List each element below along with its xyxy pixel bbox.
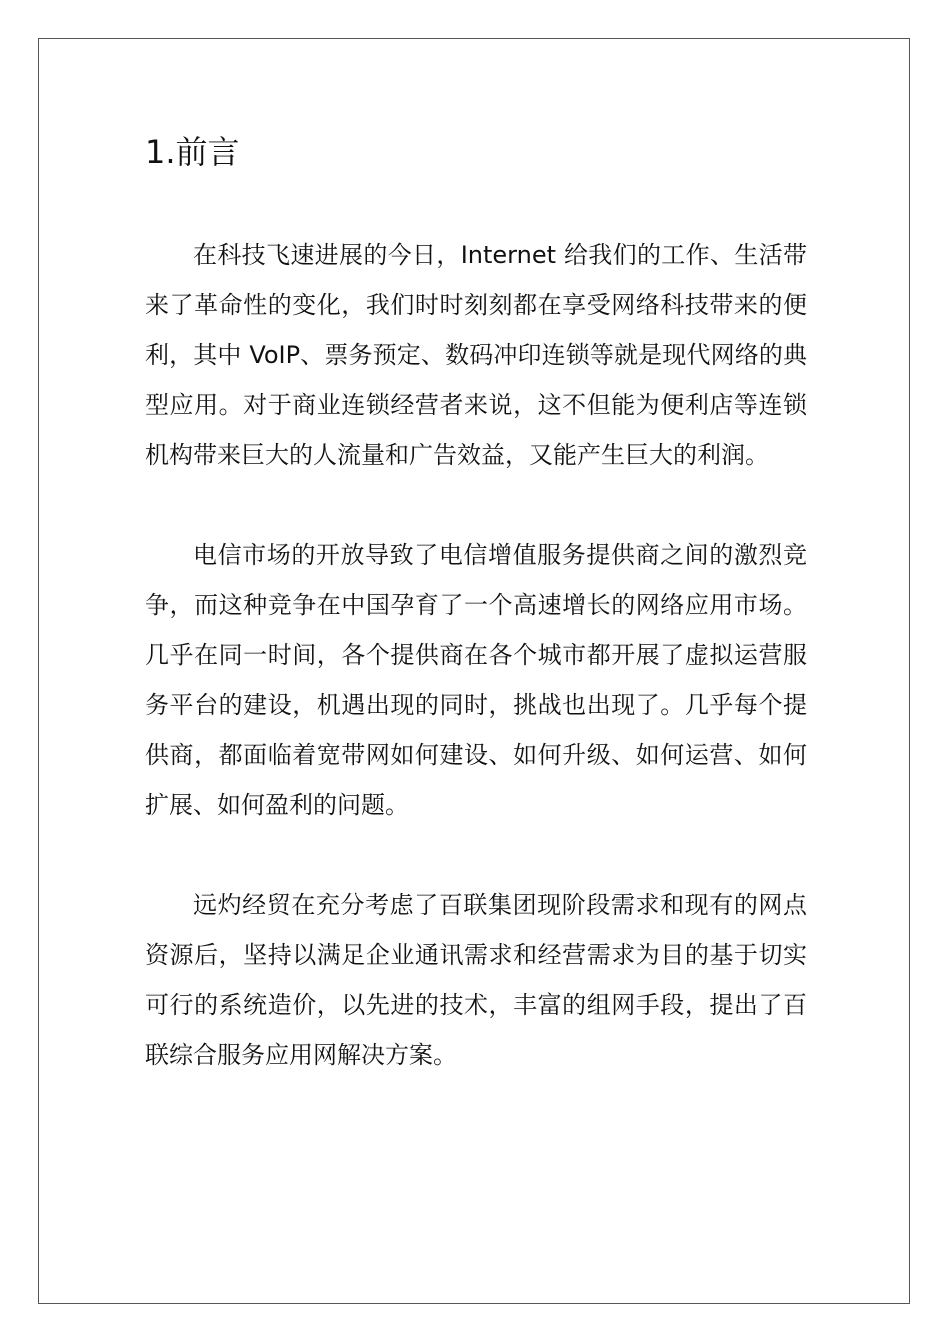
document-body — [145, 128, 807, 1130]
paragraph-market: 电信市场的开放导致了电信增值服务提供商之间的激烈竞争，而这种竞争在中国孕育了一个高速增长的网络应用市场。几乎在同一时间，各个提供商在各个城市都开展了虚拟运营服务平台的建设，机遇出现的同时，挑战也出现了。几乎每个提供商，都面临着宽带网如何建设、如何升级、如何运营、如何扩展、如何盈利的问题。 — [145, 541, 807, 819]
section-heading: 1.前言 — [145, 133, 240, 171]
paragraph-solution: 远灼经贸在充分考虑了百联集团现阶段需求和现有的网点资源后，坚持以满足企业通讯需求和经营需求为目的基于切实可行的系统造价，以先进的技术，丰富的组网手段，提出了百联综合服务应用网解决方案。 — [145, 891, 807, 1069]
paragraph-intro: 在科技飞速进展的今日，Internet 给我们的工作、生活带来了革命性的变化，我们时时刻刻都在享受网络科技带来的便利，其中 VoIP、票务预定、数码冲印连锁等就是现代网络的典型应用。对于商业连锁经营者来说，这不但能为便利店等连锁机构带来巨大的人流量和广告效益，又能产生巨大的利润。 — [145, 241, 807, 469]
